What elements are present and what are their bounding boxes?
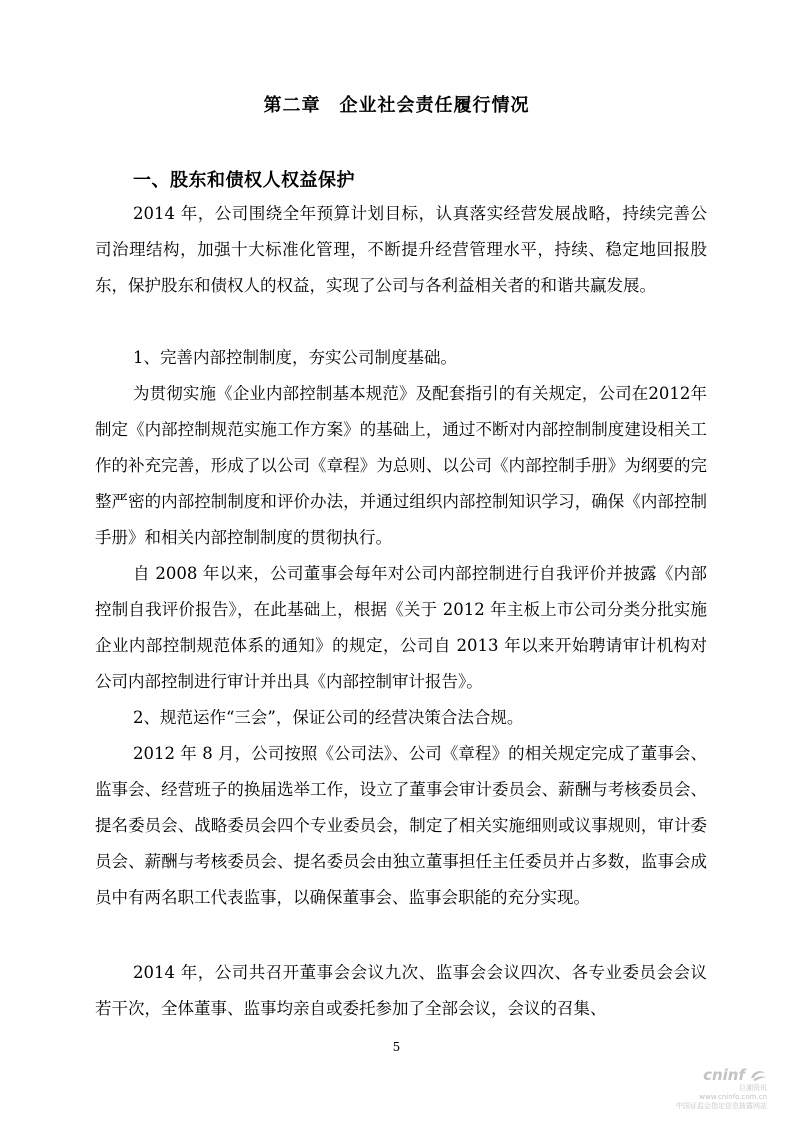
paragraph: 2014 年，公司围绕全年预算计划目标，认真落实经营发展战略，持续完善公司治理结构，加强十大标准化管理，不断提升经营管理水平，持续、稳定地回报股东，保护股东和债权人的权益，实现了公司与各利益相关者的和谐共赢发展。 bbox=[95, 204, 707, 295]
paragraph: 自 2008 年以来，公司董事会每年对公司内部控制进行自我评价并披露《内部控制自我评价报告》，在此基础上，根据《关于 2012 年主板上市公司分类分批实施企业内部控制规范体系的通知》的规定，公司自 2013 年以来开始聘请审计机构对公司内部控制进行审计并出具《内部控制审计报告》。 bbox=[95, 564, 707, 691]
section-title: 一、股东和债权人权益保护 bbox=[133, 170, 355, 191]
paragraph: 2014 年，公司共召开董事会会议九次、监事会会议四次、各专业委员会会议若干次，全体董事、监事均亲自或委托参加了全部会议，会议的召集、 bbox=[95, 963, 707, 1018]
watermark-caption: 中国证监会指定信息披露网站 bbox=[676, 1102, 767, 1110]
cninfo-watermark bbox=[657, 1065, 767, 1111]
page-number: 5 bbox=[392, 1040, 401, 1054]
paragraph: 1、完善内部控制制度，夯实公司制度基础。 bbox=[133, 348, 457, 367]
cninfo-logo-text: cninf bbox=[703, 1066, 745, 1084]
watermark-line: 巨潮资讯 bbox=[739, 1084, 767, 1092]
paragraph: 2012 年 8 月，公司按照《公司法》、公司《章程》的相关规定完成了董事会、监事会、经营班子的换届选举工作，设立了董事会审计委员会、薪酬与考核委员会、提名委员会、战略委员会四个专业委员会，制定了相关实施细则或议事规则，审计委员会、薪酬与考核委员会、提名委员会由独立董事担任主任委员并占多数，监事会成员中有两名职工代表监事，以确保董事会、监事会职能的充分实现。 bbox=[95, 744, 707, 907]
paragraph: 2、规范运作“三会”，保证公司的经营决策合法合规。 bbox=[133, 708, 524, 727]
paragraph: 为贯彻实施《企业内部控制基本规范》及配套指引的有关规定，公司在2012年制定《内部控制规范实施工作方案》的基础上，通过不断对内部控制制度建设相关工作的补充完善，形成了以公司《章程》为总则、以公司《内部控制手册》为纲要的完整严密的内部控制制度和评价办法，并通过组织内部控制知识学习，确保《内部控制手册》和相关内部控制制度的贯彻执行。 bbox=[95, 384, 707, 547]
watermark-url: www.cninfo.com.cn bbox=[699, 1093, 767, 1101]
swirl-icon bbox=[749, 1068, 767, 1082]
cninfo-logo bbox=[703, 1066, 767, 1084]
chapter-title: 第二章 企业社会责任履行情况 bbox=[263, 95, 530, 116]
